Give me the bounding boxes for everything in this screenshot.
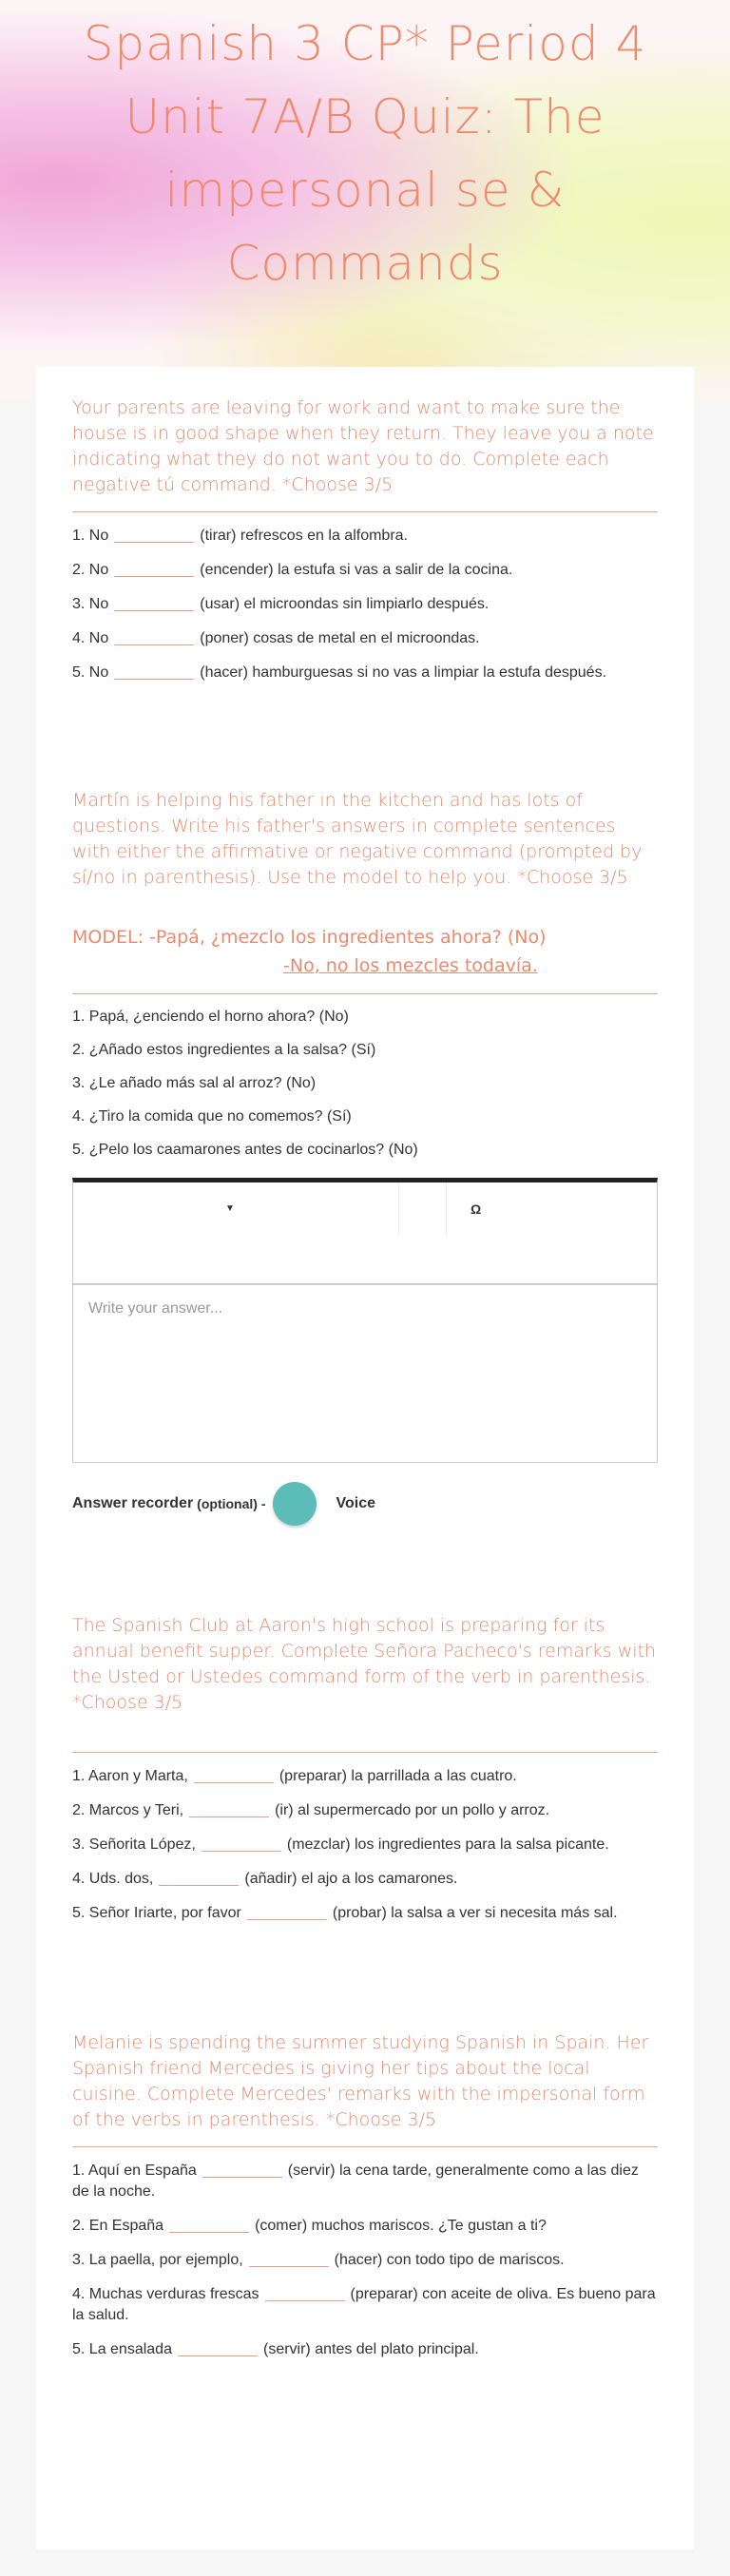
format-dropdown-chevron-down-icon[interactable]: ▼	[225, 1203, 235, 1214]
item-prefix: 5. La ensalada	[72, 2341, 172, 2357]
item-suffix: (servir) antes del plato principal.	[262, 2341, 479, 2357]
item-prefix: 4. Muchas verduras frescas	[72, 2286, 259, 2302]
item-prefix: 5. No	[72, 664, 109, 681]
question: 5. ¿Pelo los caamarones antes de cocinarlos? (No)	[72, 1142, 418, 1158]
item-suffix: (preparar) con aceite de oliva. Es bueno para la salud.	[72, 2286, 656, 2323]
item-prefix: 1. No	[72, 528, 109, 544]
item-prefix: 3. La paella, por ejemplo,	[72, 2252, 243, 2268]
item-prefix: 2. Marcos y Teri,	[72, 1802, 184, 1818]
item-prefix: 1. Aaron y Marta,	[72, 1768, 188, 1784]
record-voice-button[interactable]	[273, 1482, 317, 1526]
blank-input[interactable]	[189, 1802, 269, 1817]
header-banner	[0, 0, 730, 401]
item-suffix: (poner) cosas de metal en el microondas.	[200, 630, 480, 646]
voice-label: Voice	[336, 1495, 375, 1511]
fill-in-item	[72, 594, 658, 615]
question-list	[72, 1007, 658, 1161]
item-prefix: 2. No	[72, 562, 109, 578]
rich-text-editor	[72, 1178, 658, 1463]
blank-input[interactable]	[114, 630, 194, 645]
section-1	[72, 367, 658, 683]
model-question: MODEL: -Papá, ¿mezclo los ingredientes ahora? (No)	[72, 927, 547, 948]
answer-input[interactable]	[73, 1285, 657, 1462]
fill-in-item	[72, 560, 658, 581]
fill-in-item	[72, 663, 658, 683]
item-suffix: (comer) muchos mariscos. ¿Te gustan a ti?	[255, 2218, 547, 2234]
blank-input[interactable]	[114, 664, 194, 680]
recorder-label: Answer recorder	[72, 1495, 194, 1511]
item-suffix: (encender) la estufa si vas a salir de la cocina.	[200, 562, 513, 578]
answer-recorder	[72, 1482, 658, 1526]
fill-in-item	[72, 1903, 658, 1924]
question: 4. ¿Tiro la comida que no comemos? (Sí)	[72, 1108, 352, 1125]
question: 3. ¿Le añado más sal al arroz? (No)	[72, 1075, 317, 1091]
fill-in-item	[72, 1766, 658, 1787]
section-heading: Melanie is spending the summer studying Spanish in Spain. Her Spanish friend Mercedes is giving her tips about the local cuisine. Complete Mercedes' remarks with the impersonal form of the verbs in parenthesis. *Choose 3/5	[72, 2032, 649, 2130]
divider	[72, 2146, 658, 2147]
blank-input[interactable]	[159, 1871, 239, 1886]
blank-input[interactable]	[265, 2286, 345, 2301]
item-prefix: 3. Señorita López,	[72, 1836, 196, 1853]
section-heading: The Spanish Club at Aaron's high school is preparing for its annual benefit supper. Complete Señora Pacheco's remarks with the Usted or Ustedes command form of the verb in parenthesis. *Choose 3/5	[72, 1615, 657, 1713]
toolbar-separator	[398, 1182, 399, 1236]
blank-input[interactable]	[114, 596, 194, 611]
quiz-card	[36, 367, 694, 2549]
toolbar-separator	[446, 1182, 447, 1236]
blank-input[interactable]	[114, 528, 194, 543]
item-prefix: 5. Señor Iriarte, por favor	[72, 1905, 241, 1921]
item-prefix: 4. Uds. dos,	[72, 1871, 154, 1887]
special-character-omega-icon[interactable]: Ω	[471, 1201, 482, 1217]
item-prefix: 4. No	[72, 630, 109, 646]
fill-in-item	[72, 1869, 658, 1890]
editor-toolbar	[73, 1182, 657, 1285]
blank-input[interactable]	[178, 2341, 258, 2356]
blank-input[interactable]	[247, 1905, 327, 1920]
item-suffix: (tirar) refrescos en la alfombra.	[200, 528, 408, 544]
fill-in-item	[72, 2216, 658, 2237]
section-2	[72, 697, 658, 1526]
item-suffix: (servir) la cena tarde, generalmente como a las diez de la noche.	[72, 2163, 639, 2200]
item-prefix: 1. Aquí en España	[72, 2163, 197, 2179]
page-title: Spanish 3 CP* Period 4 Unit 7A/B Quiz: The impersonal se & Commands	[83, 16, 647, 291]
item-suffix: (mezclar) los ingredientes para la salsa picante.	[286, 1836, 609, 1853]
item-prefix: 2. En España	[72, 2218, 164, 2234]
blank-input[interactable]	[249, 2252, 329, 2267]
item-suffix: (hacer) hamburguesas si no vas a limpiar la estufa después.	[200, 664, 607, 681]
divider	[72, 1752, 658, 1753]
fill-in-item	[72, 1835, 658, 1855]
fill-in-item	[72, 1800, 658, 1821]
blank-input[interactable]	[169, 2218, 249, 2233]
question: 1. Papá, ¿enciendo el horno ahora? (No)	[72, 1009, 349, 1025]
fill-in-item	[72, 2284, 658, 2326]
divider	[72, 511, 658, 512]
blank-input[interactable]	[202, 2163, 282, 2178]
section-heading: Martín is helping his father in the kitchen and has lots of questions. Write his father's answers in complete sentences with either the affirmative or negative command (prompted by sí/no in parenthesis). Use the model to help you. *Choose 3/5	[72, 790, 643, 888]
blank-input[interactable]	[194, 1768, 274, 1783]
fill-in-item	[72, 2161, 658, 2202]
item-suffix: (probar) la salsa a ver si necesita más sal.	[332, 1905, 618, 1921]
item-suffix: (hacer) con todo tipo de mariscos.	[334, 2252, 565, 2268]
question: 2. ¿Añado estos ingredientes a la salsa? (Sí)	[72, 1042, 376, 1058]
fill-in-item	[72, 526, 658, 547]
blank-input[interactable]	[114, 562, 194, 577]
item-suffix: (preparar) la parrillada a las cuatro.	[279, 1768, 517, 1784]
fill-in-item	[72, 2339, 658, 2360]
fill-in-item	[72, 2250, 658, 2271]
blank-input[interactable]	[202, 1836, 281, 1852]
section-4	[72, 1937, 658, 2360]
recorder-optional: (optional) -	[197, 1496, 266, 1511]
divider	[72, 993, 658, 994]
item-suffix: (ir) al supermercado por un pollo y arroz.	[275, 1802, 550, 1818]
item-suffix: (añadir) el ajo a los camarones.	[244, 1871, 458, 1887]
item-prefix: 3. No	[72, 596, 109, 612]
model-answer: -No, no los mezcles todavía.	[283, 955, 538, 976]
section-3	[72, 1526, 658, 1924]
section-heading: Your parents are leaving for work and want to make sure the house is in good shape when they return. They leave you a note indicating what they do not want you to do. Complete each negative tú command. *Choose 3/5	[72, 397, 654, 495]
fill-in-item	[72, 628, 658, 649]
item-suffix: (usar) el microondas sin limpiarlo después.	[200, 596, 490, 612]
